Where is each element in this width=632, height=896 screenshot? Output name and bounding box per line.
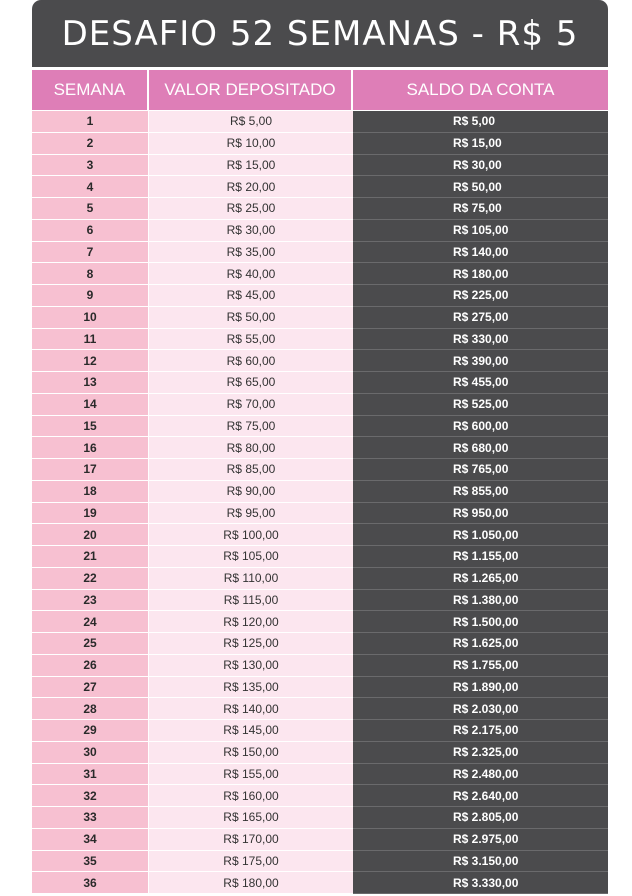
table-row	[32, 807, 608, 829]
week-cell: 1	[32, 111, 149, 133]
table-row	[32, 698, 608, 720]
week-cell: 8	[32, 263, 149, 285]
week-cell: 35	[32, 851, 149, 873]
deposit-cell: R$ 50,00	[149, 307, 353, 329]
deposit-cell: R$ 5,00	[149, 111, 353, 133]
balance-cell: R$ 855,00	[353, 481, 608, 503]
deposit-cell: R$ 40,00	[149, 263, 353, 285]
deposit-cell: R$ 105,00	[149, 546, 353, 568]
table-row	[32, 394, 608, 416]
table-row	[32, 872, 608, 894]
table-row	[32, 720, 608, 742]
table-row	[32, 329, 608, 351]
table-row	[32, 655, 608, 677]
week-cell: 15	[32, 416, 149, 438]
balance-cell: R$ 2.975,00	[353, 829, 608, 851]
deposit-cell: R$ 90,00	[149, 481, 353, 503]
table-row	[32, 677, 608, 699]
week-cell: 16	[32, 437, 149, 459]
balance-cell: R$ 525,00	[353, 394, 608, 416]
week-cell: 23	[32, 590, 149, 612]
table-row	[32, 437, 608, 459]
table-body	[32, 111, 608, 894]
balance-cell: R$ 180,00	[353, 263, 608, 285]
balance-cell: R$ 1.890,00	[353, 677, 608, 699]
balance-cell: R$ 2.325,00	[353, 742, 608, 764]
week-cell: 13	[32, 372, 149, 394]
balance-cell: R$ 1.380,00	[353, 590, 608, 612]
table-row	[32, 133, 608, 155]
deposit-cell: R$ 115,00	[149, 590, 353, 612]
balance-cell: R$ 50,00	[353, 176, 608, 198]
deposit-cell: R$ 150,00	[149, 742, 353, 764]
deposit-cell: R$ 160,00	[149, 785, 353, 807]
balance-cell: R$ 680,00	[353, 437, 608, 459]
balance-cell: R$ 30,00	[353, 155, 608, 177]
week-cell: 12	[32, 350, 149, 372]
table-row	[32, 198, 608, 220]
week-cell: 14	[32, 394, 149, 416]
deposit-cell: R$ 120,00	[149, 611, 353, 633]
deposit-cell: R$ 145,00	[149, 720, 353, 742]
week-cell: 34	[32, 829, 149, 851]
table-row	[32, 220, 608, 242]
week-cell: 10	[32, 307, 149, 329]
week-cell: 28	[32, 698, 149, 720]
table-header	[32, 70, 608, 110]
deposit-cell: R$ 10,00	[149, 133, 353, 155]
deposit-cell: R$ 135,00	[149, 677, 353, 699]
week-cell: 30	[32, 742, 149, 764]
deposit-cell: R$ 100,00	[149, 524, 353, 546]
table-row	[32, 633, 608, 655]
week-cell: 2	[32, 133, 149, 155]
table-row	[32, 372, 608, 394]
balance-cell: R$ 5,00	[353, 111, 608, 133]
balance-cell: R$ 2.030,00	[353, 698, 608, 720]
challenge-table	[32, 0, 608, 896]
table-row	[32, 742, 608, 764]
week-cell: 20	[32, 524, 149, 546]
header-deposit: VALOR DEPOSITADO	[149, 70, 353, 110]
balance-cell: R$ 15,00	[353, 133, 608, 155]
deposit-cell: R$ 85,00	[149, 459, 353, 481]
balance-cell: R$ 105,00	[353, 220, 608, 242]
week-cell: 5	[32, 198, 149, 220]
balance-cell: R$ 2.480,00	[353, 764, 608, 786]
table-row	[32, 263, 608, 285]
deposit-cell: R$ 30,00	[149, 220, 353, 242]
deposit-cell: R$ 45,00	[149, 285, 353, 307]
week-cell: 32	[32, 785, 149, 807]
deposit-cell: R$ 155,00	[149, 764, 353, 786]
deposit-cell: R$ 60,00	[149, 350, 353, 372]
week-cell: 4	[32, 176, 149, 198]
week-cell: 36	[32, 872, 149, 894]
week-cell: 17	[32, 459, 149, 481]
balance-cell: R$ 2.175,00	[353, 720, 608, 742]
week-cell: 21	[32, 546, 149, 568]
week-cell: 27	[32, 677, 149, 699]
week-cell: 24	[32, 611, 149, 633]
table-row	[32, 459, 608, 481]
balance-cell: R$ 140,00	[353, 242, 608, 264]
table-row	[32, 785, 608, 807]
table-row	[32, 524, 608, 546]
deposit-cell: R$ 25,00	[149, 198, 353, 220]
balance-cell: R$ 1.050,00	[353, 524, 608, 546]
table-row	[32, 590, 608, 612]
table-row	[32, 111, 608, 133]
week-cell: 19	[32, 503, 149, 525]
balance-cell: R$ 1.625,00	[353, 633, 608, 655]
balance-cell: R$ 275,00	[353, 307, 608, 329]
balance-cell: R$ 225,00	[353, 285, 608, 307]
deposit-cell: R$ 55,00	[149, 329, 353, 351]
table-row	[32, 176, 608, 198]
week-cell: 29	[32, 720, 149, 742]
table-row	[32, 546, 608, 568]
balance-cell: R$ 1.755,00	[353, 655, 608, 677]
deposit-cell: R$ 130,00	[149, 655, 353, 677]
deposit-cell: R$ 15,00	[149, 155, 353, 177]
table-row	[32, 503, 608, 525]
balance-cell: R$ 600,00	[353, 416, 608, 438]
week-cell: 33	[32, 807, 149, 829]
table-row	[32, 350, 608, 372]
week-cell: 22	[32, 568, 149, 590]
deposit-cell: R$ 35,00	[149, 242, 353, 264]
deposit-cell: R$ 95,00	[149, 503, 353, 525]
deposit-cell: R$ 175,00	[149, 851, 353, 873]
week-cell: 18	[32, 481, 149, 503]
balance-cell: R$ 75,00	[353, 198, 608, 220]
balance-cell: R$ 1.500,00	[353, 611, 608, 633]
table-row	[32, 829, 608, 851]
balance-cell: R$ 390,00	[353, 350, 608, 372]
week-cell: 6	[32, 220, 149, 242]
table-row	[32, 242, 608, 264]
balance-cell: R$ 3.150,00	[353, 851, 608, 873]
page-title: DESAFIO 52 SEMANAS - R$ 5	[32, 0, 608, 67]
header-week: SEMANA	[32, 70, 149, 110]
week-cell: 3	[32, 155, 149, 177]
deposit-cell: R$ 165,00	[149, 807, 353, 829]
table-row	[32, 155, 608, 177]
table-row	[32, 307, 608, 329]
balance-cell: R$ 1.265,00	[353, 568, 608, 590]
table-row	[32, 481, 608, 503]
table-row	[32, 851, 608, 873]
deposit-cell: R$ 65,00	[149, 372, 353, 394]
balance-cell: R$ 1.155,00	[353, 546, 608, 568]
deposit-cell: R$ 180,00	[149, 872, 353, 894]
week-cell: 31	[32, 764, 149, 786]
balance-cell: R$ 765,00	[353, 459, 608, 481]
balance-cell: R$ 2.640,00	[353, 785, 608, 807]
table-row	[32, 416, 608, 438]
deposit-cell: R$ 125,00	[149, 633, 353, 655]
balance-cell: R$ 2.805,00	[353, 807, 608, 829]
balance-cell: R$ 455,00	[353, 372, 608, 394]
deposit-cell: R$ 140,00	[149, 698, 353, 720]
deposit-cell: R$ 110,00	[149, 568, 353, 590]
table-row	[32, 285, 608, 307]
deposit-cell: R$ 70,00	[149, 394, 353, 416]
deposit-cell: R$ 20,00	[149, 176, 353, 198]
balance-cell: R$ 950,00	[353, 503, 608, 525]
week-cell: 26	[32, 655, 149, 677]
week-cell: 11	[32, 329, 149, 351]
deposit-cell: R$ 170,00	[149, 829, 353, 851]
table-row	[32, 611, 608, 633]
week-cell: 25	[32, 633, 149, 655]
deposit-cell: R$ 75,00	[149, 416, 353, 438]
balance-cell: R$ 330,00	[353, 329, 608, 351]
table-row	[32, 568, 608, 590]
header-balance: SALDO DA CONTA	[406, 80, 555, 99]
week-cell: 9	[32, 285, 149, 307]
week-cell: 7	[32, 242, 149, 264]
balance-cell: R$ 3.330,00	[353, 872, 608, 894]
deposit-cell: R$ 80,00	[149, 437, 353, 459]
table-row	[32, 764, 608, 786]
